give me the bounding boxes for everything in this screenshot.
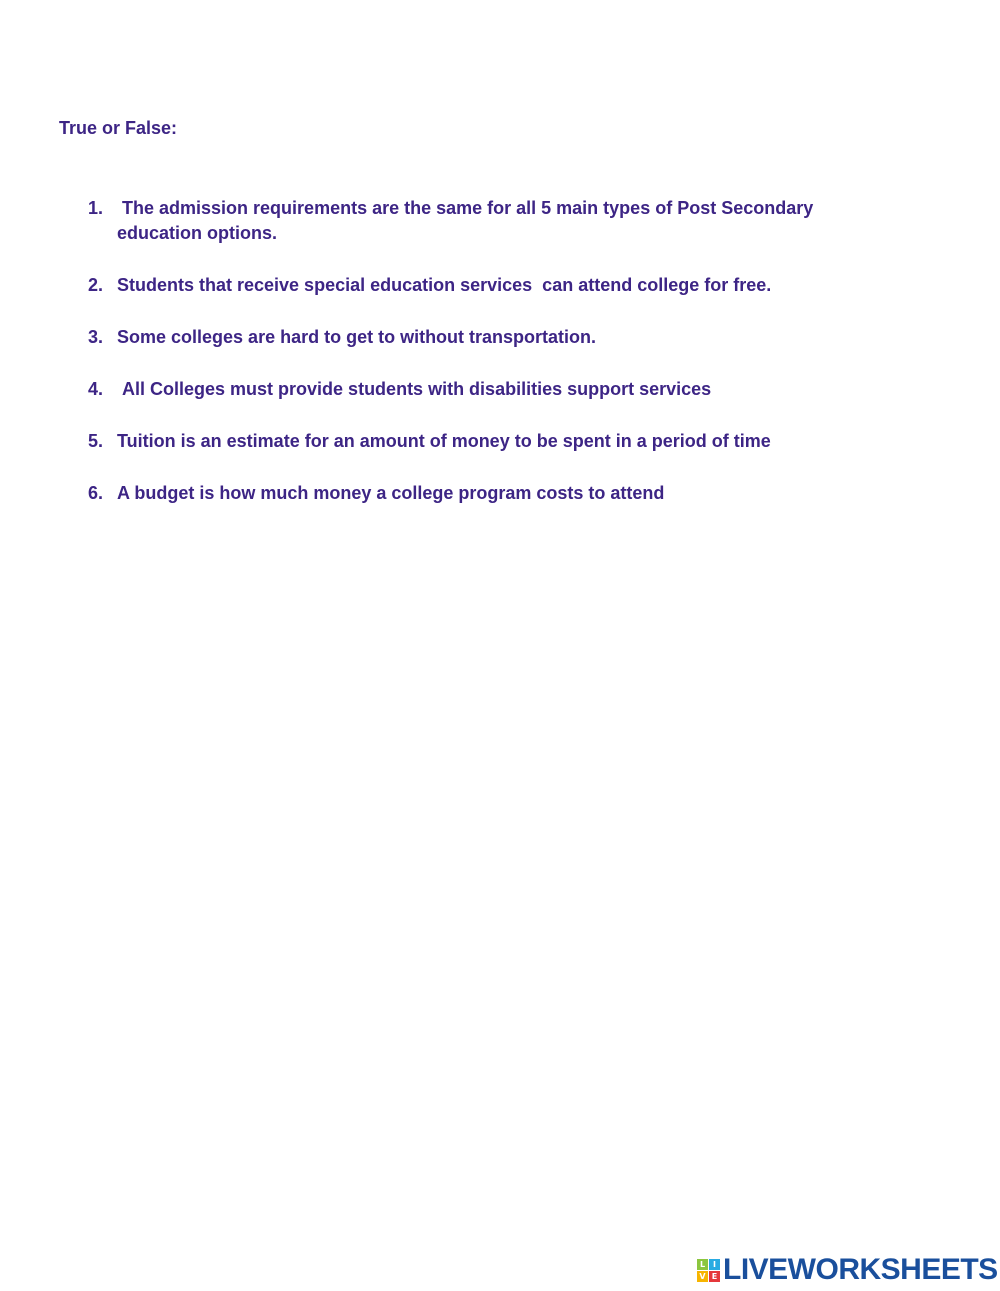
question-text: Students that receive special education services can attend college for free. (117, 275, 772, 295)
question-item (88, 429, 888, 454)
question-number: 6. (88, 483, 104, 503)
logo-cell-e: E (709, 1271, 720, 1282)
question-text: All Colleges must provide students with disabilities support services (117, 379, 712, 399)
question-item (88, 377, 888, 402)
question-text: Some colleges are hard to get to without transportation. (117, 327, 597, 347)
question-number: 1. (88, 198, 104, 218)
question-item (88, 273, 888, 298)
question-text: The admission requirements are the same for all 5 main types of Post Secondary education options. (117, 198, 819, 243)
question-item (88, 196, 888, 246)
question-text: A budget is how much money a college program costs to attend (117, 483, 665, 503)
logo-cell-i: I (709, 1259, 720, 1270)
question-number: 2. (88, 275, 104, 295)
question-item (88, 481, 888, 506)
question-list (88, 196, 888, 533)
question-number: 5. (88, 431, 104, 451)
logo-cell-v: V (697, 1271, 708, 1282)
question-number: 4. (88, 379, 104, 399)
logo-cell-l: L (697, 1259, 708, 1270)
liveworksheets-logo-icon (697, 1259, 720, 1282)
worksheet-heading: True or False: (59, 118, 178, 138)
liveworksheets-logo[interactable] (697, 1255, 998, 1285)
question-number: 3. (88, 327, 104, 347)
liveworksheets-logo-text: LIVEWORKSHEETS (723, 1253, 998, 1286)
question-text: Tuition is an estimate for an amount of money to be spent in a period of time (117, 431, 771, 451)
question-item (88, 325, 888, 350)
